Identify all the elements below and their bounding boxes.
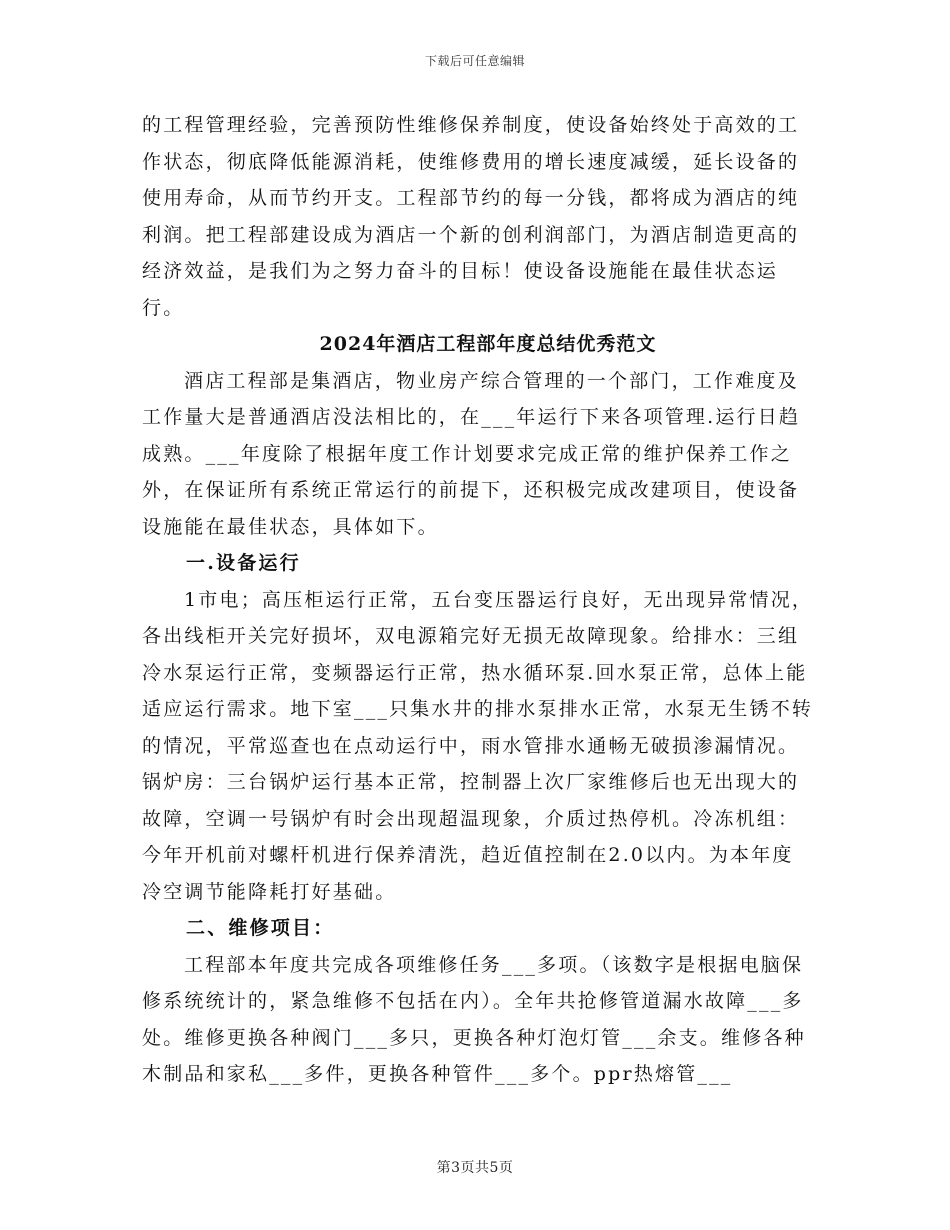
continuation-paragraph: 的工程管理经验，完善预防性维修保养制度，使设备始终处于高效的工作状态，彻底降低能源消耗，使维修费用的增长速度减缓，延长设备的使用寿命，从而节约开支。工程部节约的每一分钱，都将成为酒店的纯利润。把工程部建设成为酒店一个新的创利润部门，为酒店制造更高的经济效益，是我们为之努力奋斗的目标！使设备设施能在最佳状态运行。 [142, 114, 800, 319]
intro-paragraph: 酒店工程部是集酒店，物业房产综合管理的一个部门，工作难度及工作量大是普通酒店没法相比的，在___年运行下来各项管理.运行日趋成熟。___年度除了根据年度工作计划要求完成正常的维护保养工作之外，在保证所有系统正常运行的前提下，还积极完成改建项目，使设备设施能在最佳状态，具体如下。 [142, 369, 801, 538]
document-title: 2024年酒店工程部年度总结优秀范文 [319, 333, 657, 355]
section-heading-equipment: 一.设备运行 [186, 552, 301, 574]
section-heading-repairs: 二、维修项目： [186, 917, 335, 939]
repairs-paragraph: 工程部本年度共完成各项维修任务___多项。（该数字是根据电脑保修系统统计的，紧急维修不包括在内）。全年共抢修管道漏水故障___多处。维修更换各种阀门___多只，更换各种灯泡灯管___余支。维修各种木制品和家私___多件，更换各种管件___多个。ppr热熔管___ [142, 953, 806, 1085]
page-footer: 第3页共5页 [436, 1160, 514, 1176]
page-header: 下载后可任意编辑 [424, 54, 525, 68]
document-body [142, 107, 814, 1093]
equipment-paragraph: 1市电；高压柜运行正常，五台变压器运行良好，无出现异常情况，各出线柜开关完好损坏，双电源箱完好无损无故障现象。给排水：三组冷水泵运行正常，变频器运行正常，热水循环泵.回水泵正常，总体上能适应运行需求。地下室___只集水井的排水泵排水正常，水泵无生锈不转的情况，平常巡查也在点动运行中，雨水管排水通畅无破损渗漏情况。锅炉房：三台锅炉运行基本正常，控制器上次厂家维修后也无出现大的故障，空调一号锅炉有时会出现超温现象，介质过热停机。冷冻机组：今年开机前对螺杆机进行保养清洗，趋近值控制在2.0以内。为本年度冷空调节能降耗打好基础。 [142, 588, 814, 903]
